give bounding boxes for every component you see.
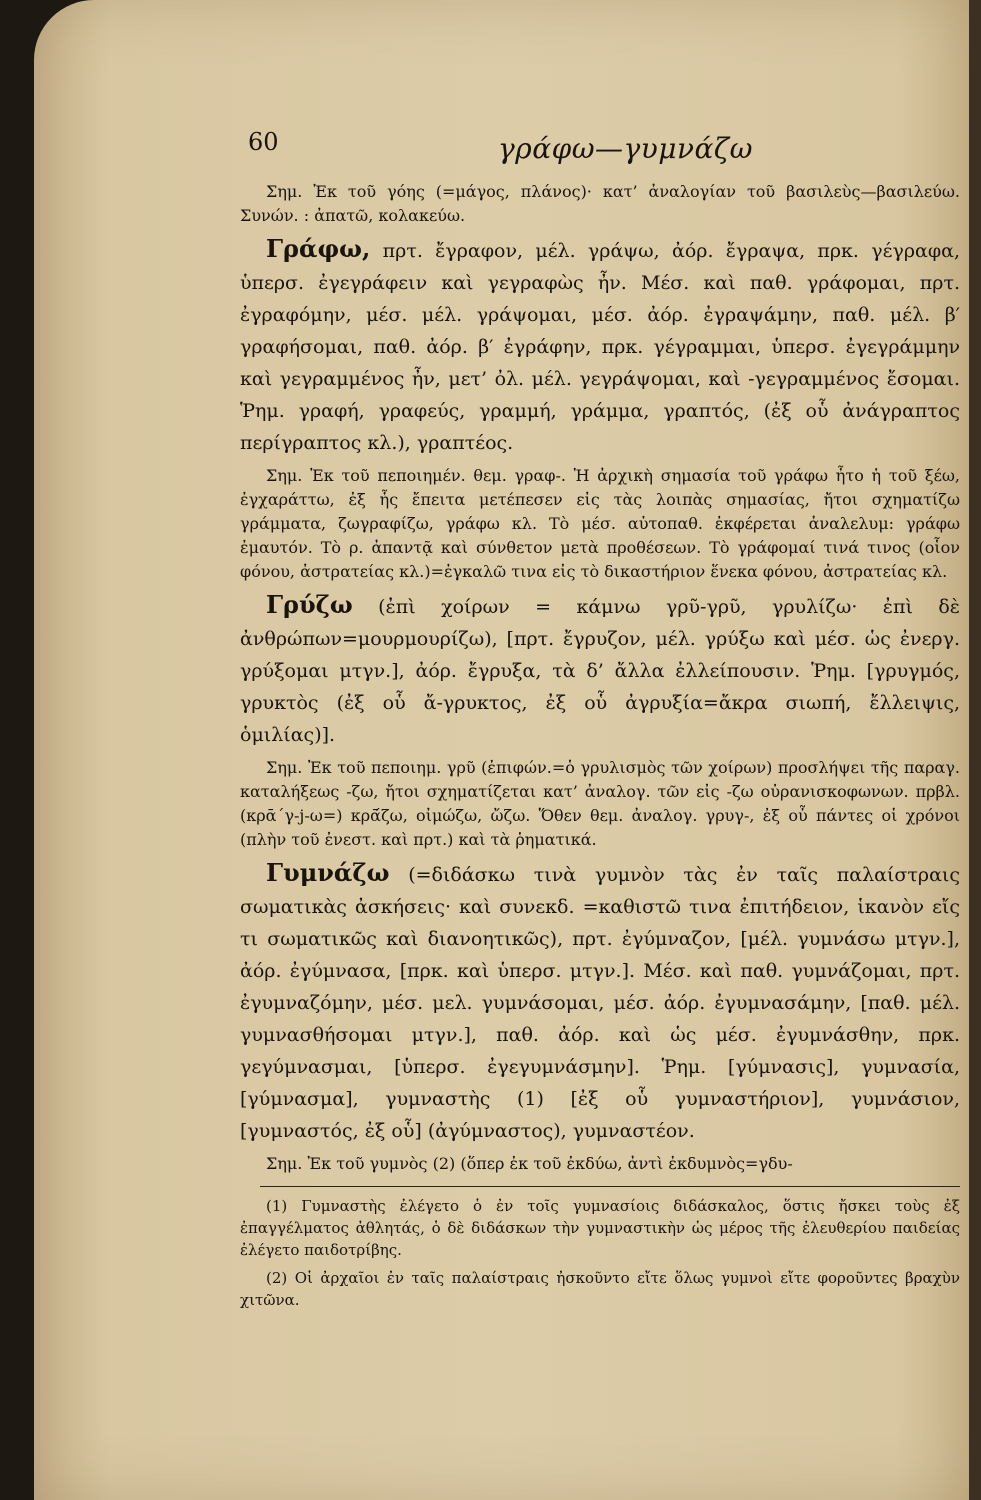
footnote-2: (2) Οἱ ἀρχαῖοι ἐν ταῖς παλαίστραις ἠσκοῦντο εἴτε ὅλως γυμνοὶ εἴτε φοροῦντες βραχὺν χιτῶνα.: [240, 1269, 960, 1309]
page-edge: [969, 0, 981, 1500]
page-number: 60: [248, 128, 279, 156]
note-paragraph: Σημ. Ἐκ τοῦ γόης (=μάγος, πλάνος)· κατ’ ἀναλογίαν τοῦ βασιλεὺς—βασιλεύω. Συνών. : ἀπατῶ, κολακεύω.: [240, 182, 960, 225]
footnote-rule: [260, 1186, 960, 1187]
note-grapho: Σημ. Ἐκ τοῦ πεποιημέν. θεμ. γραφ-. Ἡ ἀρχικὴ σημασία τοῦ γράφω ἦτο ἡ τοῦ ξέω, ἐγχαράττω, ἐξ ἧς ἔπειτα μετέπεσεν εἰς τὰς λοιπὰς σημασίας, ἤτοι σχηματίζω γράμματα, ζωγραφίζω, γράφω κλ. Τὸ μέσ. αὐτοπαθ. ἐκφέρεται ἀναλελυμ: γράφω ἐμαυτόν. Τὸ ρ. ἀπαντᾷ καὶ σύνθετον μετὰ προθέσεων. Τὸ γράφομαί τινά τινος (οἷον φόνου, ἀστρατείας κλ.)=ἐγκαλῶ τινα εἰς τὸ δικαστήριον ἕνεκα φόνου, ἀστρατείας κλ.: [240, 466, 960, 581]
page-content: [240, 120, 960, 1316]
page-header: [240, 120, 960, 180]
entry-gryzo: [240, 589, 960, 751]
lemma-grapho: Γράφω,: [266, 234, 371, 263]
footnote-1: (1) Γυμναστὴς ἐλέγετο ὁ ἐν τοῖς γυμνασίοις διδάσκαλος, ὅστις ἤσκει τοὺς ἐξ ἐπαγγέλματος ἀθλητάς, ὁ δὲ διδάσκων τὴν γυμναστικὴν ὡς μέρος τῆς ἐλευθερίου παιδείας ἐλέγετο παιδοτρίβης.: [240, 1197, 960, 1259]
entry-gymnazo-text: (=διδάσκω τινὰ γυμνὸν τὰς ἐν ταῖς παλαίστραις σωματικὰς ἀσκήσεις· καὶ συνεκδ. =καθιστῶ τινα ἐπιτήδειον, ἱκανὸν εἴς τι σωματικῶς καὶ διανοητικῶς), πρτ. ἐγύμναζον, [μέλ. γυμνάσω μτγν.], ἀόρ. ἐγύμνασα, [πρκ. καὶ ὑπερσ. μτγν.]. Μέσ. καὶ παθ. γυμνάζομαι, πρτ. ἐγυμναζόμην, μέσ. μελ. γυμνάσομαι, μέσ. ἀόρ. ἐγυμνασάμην, [παθ. μέλ. γυμνασθήσομαι μτγν.], παθ. ἀόρ. καὶ ὡς μέσ. ἐγυμνάσθην, πρκ. γεγύμνασμαι, [ὑπερσ. ἐγεγυμνάσμην]. Ῥημ. [γύμνασις], γυμνασία, [γύμνασμα], γυμναστὴς (1) [ἐξ οὗ γυμναστήριον], γυμνάσιον, [γυμναστός, ἐξ οὗ] (ἀγύμναστος), γυμναστέον.: [240, 864, 960, 1142]
note-gymnazo: Σημ. Ἐκ τοῦ γυμνὸς (2) (ὅπερ ἐκ τοῦ ἐκδύω, ἀντὶ ἐκδυμνὸς=γδυ-: [266, 1154, 793, 1173]
note-gryzo: Σημ. Ἐκ τοῦ πεποιημ. γρῦ (ἐπιφών.=ὁ γρυλισμὸς τῶν χοίρων) προσλήψει τῆς παραγ. καταλήξεως -ζω, ἤτοι σχηματίζεται κατ’ ἀναλογ. τῶν εἰς -ζω οὐρανισκοφωνων. πρβλ. (κρᾱ´γ-j-ω=) κρᾱ́ζω, οἰμώζω, ὤζω. Ὅθεν θεμ. ἀναλογ. γρυγ-, ἐξ οὗ πάντες οἱ χρόνοι (πλὴν τοῦ ἐνεστ. καὶ πρτ.) καὶ τὰ ῥηματικά.: [240, 758, 960, 849]
entry-grapho-text: πρτ. ἔγραφον, μέλ. γράψω, ἀόρ. ἔγραψα, πρκ. γέγραφα, ὑπερσ. ἐγεγράφειν καὶ γεγραφὼς ἦν. Μέσ. καὶ παθ. γράφομαι, πρτ. ἐγραφόμην, μέσ. μέλ. γράψομαι, μέσ. ἀόρ. ἐγραψάμην, παθ. μέλ. β′ γραφήσομαι, παθ. ἀόρ. β′ ἐγράφην, πρκ. γέγραμμαι, ὑπερσ. ἐγεγράμμην καὶ γεγραμμένος ἦν, μετ’ ὀλ. μέλ. γεγράψομαι, καὶ -γεγραμμένος ἔσομαι. Ῥημ. γραφή, γραφεύς, γραμμή, γράμμα, γραπτός, (ἐξ οὗ ἀνάγραπτος περίγραπτος κλ.), γραπτέος.: [240, 240, 960, 454]
lemma-gryzo: Γρύζω: [266, 590, 353, 619]
entry-gymnazo: [240, 857, 960, 1147]
entry-gryzo-text: (ἐπὶ χοίρων = κάμνω γρῦ-γρῦ, γρυλίζω· ἐπὶ δὲ ἀνθρώπων=μουρμουρίζω), [πρτ. ἔγρυζον, μέλ. γρύξω καὶ μέσ. ὡς ἐνεργ. γρύξομαι μτγν.], ἀόρ. ἔγρυξα, τὰ δ’ ἄλλα ἐλλείπουσιν. Ῥημ. [γρυγμός, γρυκτὸς (ἐξ οὗ ἄ-γρυκτος, ἐξ οὗ ἀγρυξία=ἄκρα σιωπή, ἔλλειψις, ὁμιλίας)].: [240, 596, 960, 746]
lemma-gymnazo: Γυμνάζω: [266, 858, 390, 887]
running-head: γράφω—γυμνάζω: [498, 132, 753, 165]
entry-grapho: [240, 233, 960, 459]
